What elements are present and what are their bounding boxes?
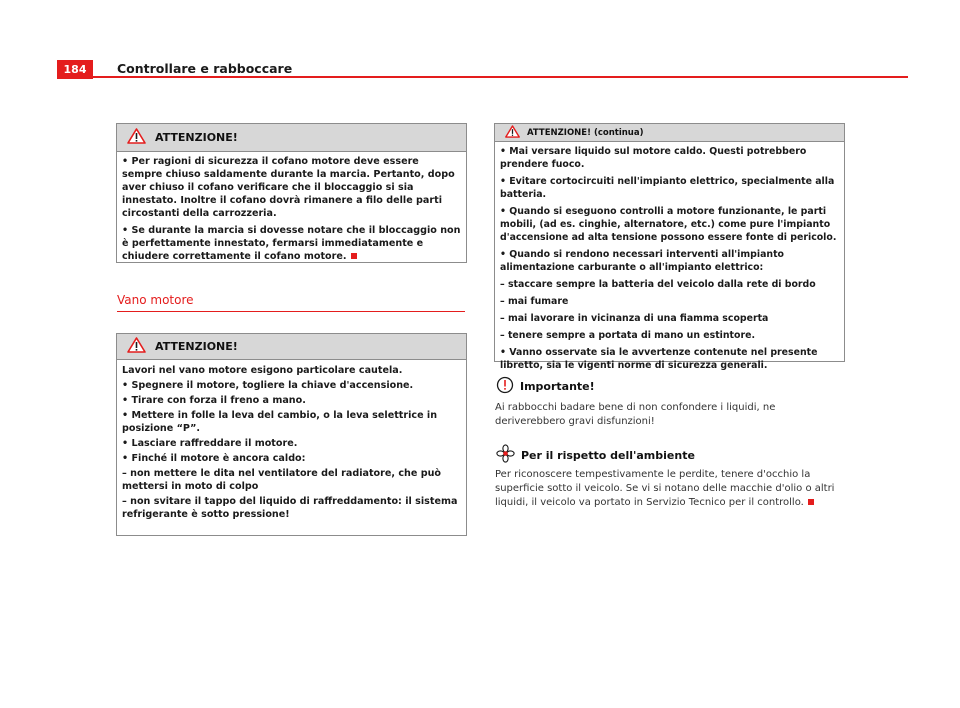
warning-box-hood	[116, 123, 467, 263]
warning-box-continued	[494, 123, 845, 371]
warning-title: ATTENZIONE!	[155, 340, 238, 353]
warning-paragraph: • Quando si rendono necessari interventi all'impianto alimentazione carburante o all'impianto elettrico:	[500, 249, 785, 273]
warning-paragraph: • Se durante la marcia si dovesse notare che il bloccaggio non è perfettamente innestato, fermarsi immediatamente e chiudere correttamente il cofano motore.	[122, 225, 461, 262]
warning-triangle-icon	[127, 128, 146, 148]
flower-icon	[496, 444, 515, 466]
warning-paragraph: • Lasciare raffreddare il motore.	[122, 438, 298, 449]
warning-header	[495, 124, 844, 142]
environment-heading	[496, 444, 695, 466]
warning-paragraph: • Finché il motore è ancora caldo:	[122, 453, 306, 464]
header-rule	[93, 76, 908, 78]
environment-title: Per il rispetto dell'ambiente	[521, 448, 695, 462]
warning-paragraph: • Vanno osservate sia le avvertenze contenute nel presente libretto, sia le vigenti norme di sicurezza generali.	[500, 347, 818, 371]
environment-text: Per riconoscere tempestivamente le perdite, tenere d'occhio la superficie sotto il veicolo. Se vi si notano delle macchie d'olio o altri liquidi, il veicolo va portato in Servizio Tecnico per il controllo.	[495, 469, 835, 508]
warning-paragraph: – mai lavorare in vicinanza di una fiamma scoperta	[500, 313, 769, 324]
warning-paragraph: • Spegnere il motore, togliere la chiave d'accensione.	[122, 380, 414, 391]
section-title: Vano motore	[117, 293, 194, 307]
warning-header	[117, 334, 466, 360]
end-marker-icon	[808, 499, 814, 505]
warning-paragraph: • Tirare con forza il freno a mano.	[122, 395, 306, 406]
warning-paragraph: • Mai versare liquido sul motore caldo. Questi potrebbero prendere fuoco.	[500, 146, 807, 170]
exclamation-circle-icon	[496, 376, 514, 397]
warning-header	[117, 124, 466, 152]
important-text: Ai rabbocchi badare bene di non confondere i liquidi, ne deriverebbero gravi disfunzioni!	[495, 402, 776, 427]
warning-paragraph: – staccare sempre la batteria del veicolo dalla rete di bordo	[500, 279, 816, 290]
page-number: 184	[57, 60, 93, 79]
warning-paragraph: – mai fumare	[500, 296, 569, 307]
warning-body	[495, 142, 844, 382]
warning-paragraph: • Mettere in folle la leva del cambio, o la leva selettrice in posizione “P”.	[122, 410, 438, 434]
warning-body	[117, 152, 466, 273]
warning-triangle-icon	[505, 123, 520, 142]
end-marker-icon	[351, 253, 357, 259]
page-title: Controllare e rabboccare	[117, 61, 293, 76]
section-rule	[117, 311, 465, 312]
warning-body	[117, 360, 466, 529]
warning-box-engine-bay	[116, 333, 467, 536]
warning-paragraph: • Per ragioni di sicurezza il cofano motore deve essere sempre chiuso saldamente durante la marcia. Pertanto, dopo aver chiuso il cofano verificare che il bloccaggio si sia innestato. Inoltre il cofano dovrà rimanere a filo delle parti circostanti della carrozzeria.	[122, 156, 455, 219]
warning-title: ATTENZIONE! (continua)	[527, 127, 644, 138]
important-title: Importante!	[520, 380, 595, 393]
warning-paragraph: Lavori nel vano motore esigono particolare cautela.	[122, 365, 403, 376]
important-heading	[496, 376, 595, 397]
warning-paragraph: – non mettere le dita nel ventilatore del radiatore, che può mettersi in moto di colpo	[122, 468, 442, 492]
warning-paragraph: – tenere sempre a portata di mano un estintore.	[500, 330, 756, 341]
warning-paragraph: • Quando si eseguono controlli a motore funzionante, le parti mobili, (ad es. cinghie, alternatore, etc.) come pure l'impianto d'accensione ad alta tensione possono essere fonte di pericolo.	[500, 206, 837, 243]
warning-title: ATTENZIONE!	[155, 131, 238, 144]
warning-paragraph: – non svitare il tappo del liquido di raffreddamento: il sistema refrigerante è sotto pressione!	[122, 496, 458, 520]
warning-triangle-icon	[127, 337, 146, 357]
warning-paragraph: • Evitare cortocircuiti nell'impianto elettrico, specialmente alla batteria.	[500, 176, 835, 200]
